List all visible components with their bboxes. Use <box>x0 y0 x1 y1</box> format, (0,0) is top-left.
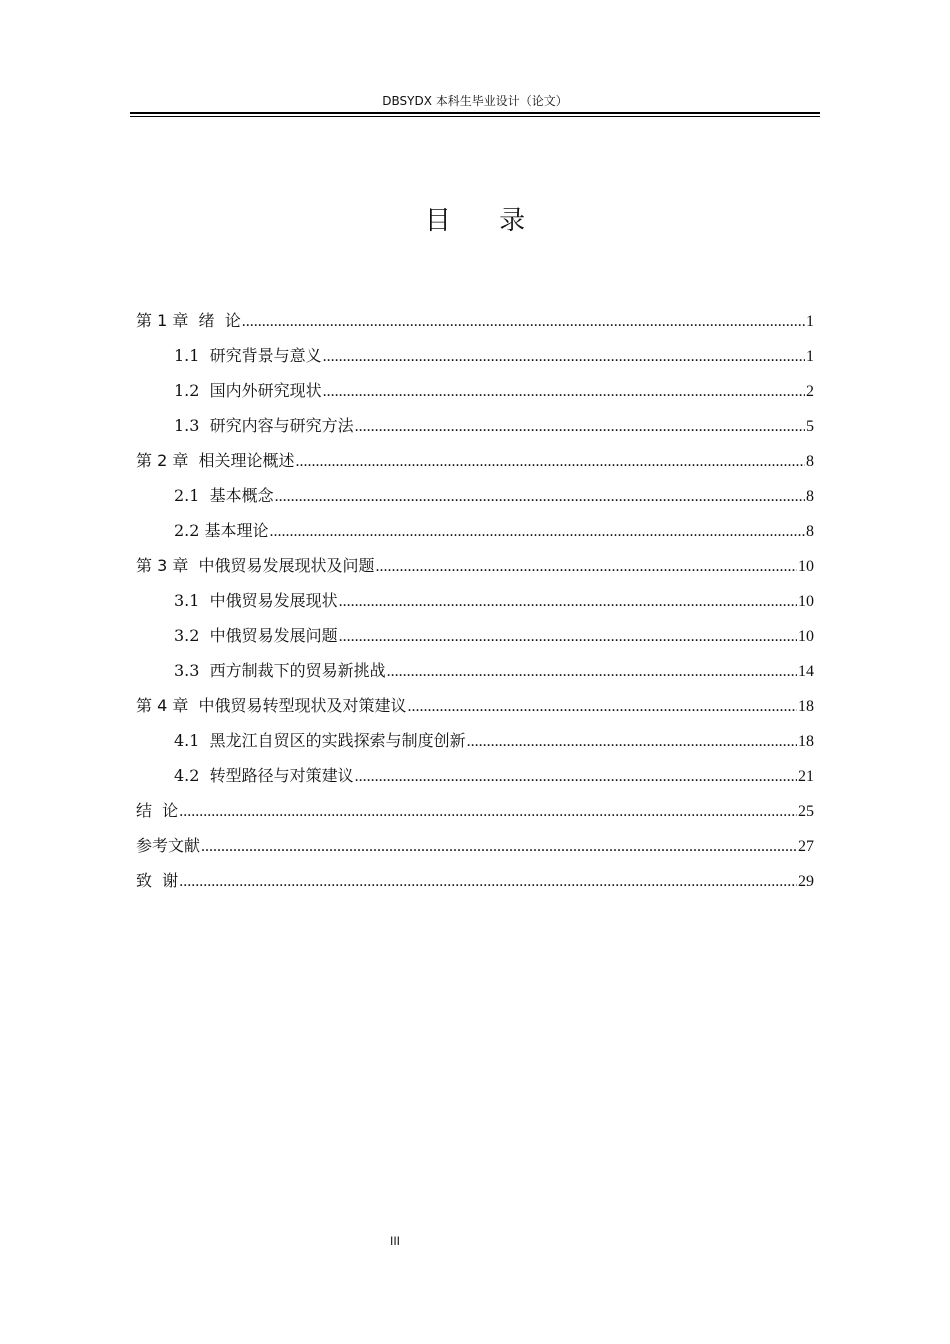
toc-entry-label: 1.3 研究内容与研究方法 <box>174 416 354 435</box>
toc-entry-chapter[interactable] <box>136 793 814 828</box>
toc-leader-dots <box>275 479 805 514</box>
toc-entry-label: 结 论 <box>136 801 179 820</box>
toc-entry-page: 14 <box>798 663 814 680</box>
toc-entry-section[interactable] <box>136 723 814 758</box>
toc-entry-chapter[interactable] <box>136 548 814 583</box>
toc-entry-section[interactable] <box>136 758 814 793</box>
toc-entry-section[interactable] <box>136 373 814 408</box>
toc-entry-page: 2 <box>806 383 814 400</box>
toc-leader-dots <box>296 444 805 479</box>
toc-entry-page: 10 <box>798 593 814 610</box>
toc-entry-page: 1 <box>806 348 814 365</box>
toc-entry-page: 25 <box>798 803 814 820</box>
toc-entry-page: 8 <box>806 523 814 540</box>
toc-entry-label: 1.1 研究背景与意义 <box>174 346 322 365</box>
toc-entry-chapter[interactable] <box>136 828 814 863</box>
toc-entry-label: 致 谢 <box>136 871 179 890</box>
toc-leader-dots <box>355 759 797 794</box>
toc-leader-dots <box>355 409 805 444</box>
toc-entry-chapter[interactable] <box>136 863 814 898</box>
toc-entry-label: 3.3 西方制裁下的贸易新挑战 <box>174 661 386 680</box>
toc-leader-dots <box>179 794 797 829</box>
page-number: III <box>389 1234 400 1248</box>
toc-leader-dots <box>467 724 797 759</box>
toc-leader-dots <box>339 619 797 654</box>
toc-entry-label: 2.1 基本概念 <box>174 486 274 505</box>
toc-entry-page: 21 <box>798 768 814 785</box>
toc-entry-label: 第 2 章 相关理论概述 <box>136 451 295 470</box>
toc-leader-dots <box>179 864 797 899</box>
toc-entry-page: 8 <box>806 453 814 470</box>
toc-entry-label: 第 1 章 绪 论 <box>136 311 241 330</box>
toc-entry-label: 4.1 黑龙江自贸区的实践探索与制度创新 <box>174 731 466 750</box>
toc-entry-section[interactable] <box>136 408 814 443</box>
toc-leader-dots <box>201 829 797 864</box>
toc-entry-page: 18 <box>798 698 814 715</box>
toc-entry-label: 参考文献 <box>136 836 201 855</box>
toc-entry-page: 8 <box>806 488 814 505</box>
toc-entry-label: 3.1 中俄贸易发展现状 <box>174 591 338 610</box>
toc-entry-page: 5 <box>806 418 814 435</box>
toc-leader-dots <box>242 304 805 339</box>
toc-entry-page: 27 <box>798 838 814 855</box>
toc-leader-dots <box>323 374 805 409</box>
toc-entry-section[interactable] <box>136 478 814 513</box>
toc-leader-dots <box>376 549 797 584</box>
header-rule-thick <box>130 112 820 114</box>
toc-leader-dots <box>339 584 797 619</box>
toc-entry-page: 10 <box>798 628 814 645</box>
toc-entry-section[interactable] <box>136 513 814 548</box>
toc-entry-label: 2.2 基本理论 <box>174 521 269 540</box>
toc-entry-chapter[interactable] <box>136 443 814 478</box>
page-header: DBSYDX 本科生毕业设计（论文） <box>382 94 568 108</box>
toc-leader-dots <box>387 654 797 689</box>
toc-entry-section[interactable] <box>136 583 814 618</box>
toc-entry-page: 18 <box>798 733 814 750</box>
header-rule-thin <box>130 116 820 117</box>
toc-entry-label: 第 4 章 中俄贸易转型现状及对策建议 <box>136 696 407 715</box>
toc-leader-dots <box>323 339 805 374</box>
toc-entry-page: 10 <box>798 558 814 575</box>
toc-entry-section[interactable] <box>136 653 814 688</box>
toc-entry-label: 4.2 转型路径与对策建议 <box>174 766 354 785</box>
table-of-contents <box>136 303 814 898</box>
toc-entry-page: 29 <box>798 873 814 890</box>
toc-entry-label: 3.2 中俄贸易发展问题 <box>174 626 338 645</box>
toc-entry-label: 1.2 国内外研究现状 <box>174 381 322 400</box>
toc-entry-section[interactable] <box>136 618 814 653</box>
toc-entry-chapter[interactable] <box>136 303 814 338</box>
toc-leader-dots <box>408 689 797 724</box>
toc-entry-section[interactable] <box>136 338 814 373</box>
toc-leader-dots <box>270 514 805 549</box>
toc-title: 目 录 <box>424 206 546 236</box>
toc-entry-page: 1 <box>806 313 814 330</box>
toc-entry-chapter[interactable] <box>136 688 814 723</box>
toc-entry-label: 第 3 章 中俄贸易发展现状及问题 <box>136 556 375 575</box>
